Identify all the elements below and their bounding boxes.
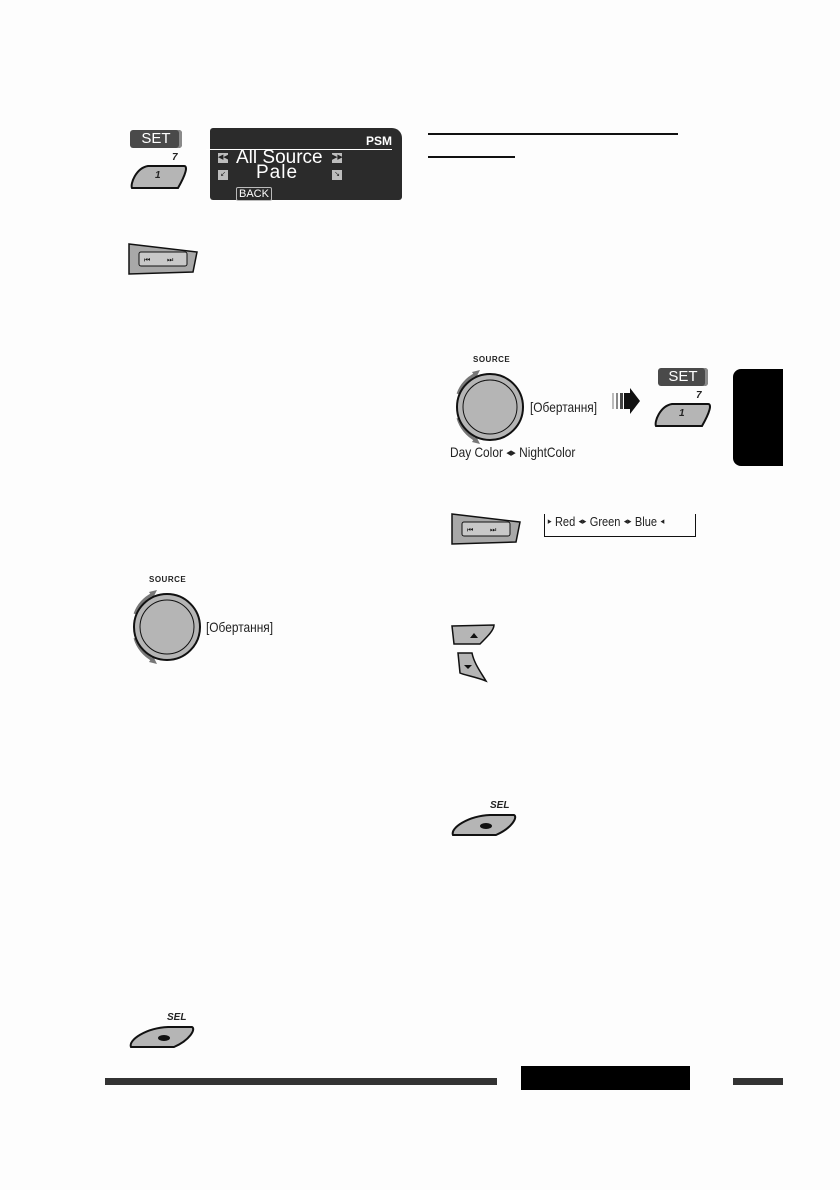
color-green: Green (589, 514, 621, 529)
lcd-line-2: Pale (256, 162, 299, 183)
night-color-label: NightColor (519, 444, 576, 460)
source-dial[interactable] (125, 586, 205, 668)
bidirectional-arrow-icon: ◂▸ (623, 516, 632, 526)
sel-button[interactable] (450, 812, 518, 838)
subheading-underline (428, 156, 515, 158)
svg-text:⏮: ⏮ (467, 527, 474, 534)
rotate-label: [Обертання] (206, 619, 274, 635)
lcd-mode-label: PSM (206, 134, 392, 150)
bidirectional-arrow-icon: ◂▸ (506, 446, 516, 459)
bidirectional-arrow-icon: ◂▸ (578, 516, 587, 526)
heading-underline (428, 133, 678, 135)
page-number-box (521, 1066, 690, 1090)
sel-label: SEL (490, 800, 510, 811)
source-label: SOURCE (149, 575, 187, 584)
arrow-right-icon (612, 386, 642, 416)
sel-button[interactable] (128, 1024, 196, 1050)
number-7-label: 7 (172, 152, 178, 163)
day-color-label: Day Color (450, 444, 503, 460)
source-dial[interactable] (448, 366, 528, 448)
set-label: SET (130, 130, 182, 148)
down-right-arrow-icon: ↘ (332, 170, 342, 180)
arrow-right-icon: ▸ (547, 516, 552, 526)
skip-button[interactable] (125, 240, 200, 276)
down-left-arrow-icon: ↙ (218, 170, 228, 180)
preset-1-key-label: 1 (679, 408, 685, 419)
next-track-icon: ▶▶ (332, 154, 343, 161)
lcd-line-1: All Source (236, 147, 323, 168)
number-7-label: 7 (696, 390, 702, 401)
lcd-display (210, 128, 402, 200)
rotate-label: [Обертання] (530, 399, 598, 415)
preset-1-key-label: 1 (155, 170, 161, 181)
color-blue: Blue (634, 514, 658, 529)
sel-label: SEL (167, 1012, 187, 1023)
language-tab (733, 369, 783, 466)
svg-text:⏭: ⏭ (490, 527, 497, 534)
source-label: SOURCE (473, 355, 511, 364)
footer-bar-left (105, 1078, 497, 1085)
back-label: BACK (236, 187, 272, 201)
set-label: SET (658, 368, 708, 386)
prev-track-icon: ⏮ (144, 257, 151, 264)
day-night-toggle (450, 444, 575, 460)
arrow-left-icon: ◂ (660, 516, 665, 526)
down-button[interactable] (454, 651, 490, 683)
footer-bar-right (733, 1078, 783, 1085)
prev-track-icon: ◀◀ (218, 154, 229, 161)
color-red: Red (554, 514, 576, 529)
skip-button[interactable] (448, 510, 523, 546)
up-button[interactable] (450, 624, 496, 646)
color-cycle (546, 514, 666, 529)
next-track-icon: ⏭ (167, 257, 174, 264)
